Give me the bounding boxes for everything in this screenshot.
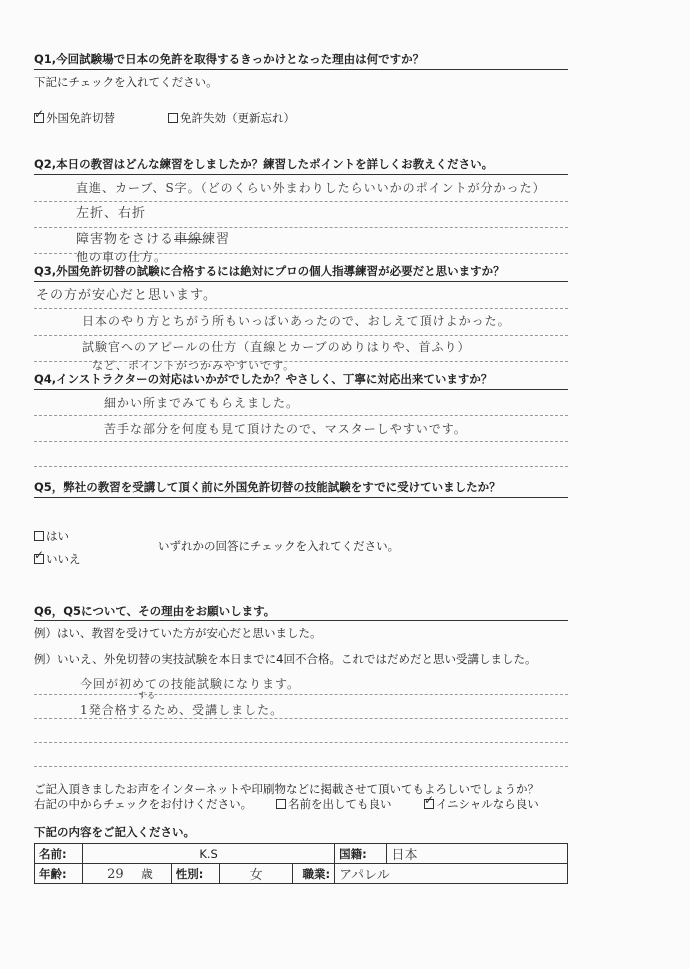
q4-question: Q4,インストラクターの対応はいかがでしたか？やさしく、丁寧に対応出来ていますか？ bbox=[34, 372, 493, 386]
q3-answer-2: 日本のやり方とちがう所もいっぱいあったので、おしえて頂けよかった。 bbox=[82, 314, 511, 328]
checkbox[interactable] bbox=[34, 548, 45, 564]
q6-example-yes: 例）はい、教習を受けていた方が安心だと思いました。 bbox=[34, 626, 322, 640]
age-field[interactable] bbox=[83, 864, 172, 884]
q3-question: Q3,外国免許切替の試験に合格するには絶対にプロの個人指導練習が必要だと思いますか？ bbox=[34, 264, 505, 278]
option-label: 免許失効（更新忘れ） bbox=[180, 111, 295, 125]
q5-instruction: いずれかの回答にチェックを入れてください。 bbox=[158, 539, 400, 553]
q1-instruction: 下記にチェックを入れてください。 bbox=[34, 75, 218, 89]
checkbox[interactable] bbox=[34, 107, 45, 123]
answer-line bbox=[34, 441, 568, 442]
q6-rule bbox=[34, 620, 568, 621]
q2-answer-2: 左折、右折 bbox=[76, 206, 147, 221]
answer-line bbox=[34, 227, 568, 228]
q1-question: Q1,今回試験場で日本の免許を取得するきっかけとなった理由は何ですか？ bbox=[34, 52, 425, 66]
q2-rule bbox=[34, 174, 568, 175]
checkbox[interactable] bbox=[168, 113, 178, 123]
consent-option-initials[interactable] bbox=[424, 793, 539, 811]
q5-question: Q5，弊社の教習を受講して頂く前に外国免許切替の技能試験をすでに受けていましたか？ bbox=[34, 480, 501, 494]
gender-label: 性別: bbox=[171, 864, 219, 884]
answer-line bbox=[34, 766, 568, 767]
q2-answer-1: 直進、カーブ、S字。（どのくらい外まわりしたらいいかのポイントが分かった） bbox=[76, 181, 546, 195]
job-field[interactable]: アパレル bbox=[335, 864, 568, 884]
age-label: 年齢: bbox=[35, 864, 83, 884]
q3-answer-3: 試験官へのアピールの仕方（直線とカーブのめりはりや、首ふり） bbox=[82, 340, 471, 354]
age-value: 29 bbox=[107, 866, 124, 882]
q3-answer-1: その方が安心だと思います。 bbox=[36, 288, 217, 303]
name-field[interactable]: K.S bbox=[83, 844, 335, 864]
q3-answer-4: など、ポイントがつかみやすいです。 bbox=[92, 359, 296, 372]
personal-info-table bbox=[34, 843, 568, 884]
job-label: 職業: bbox=[293, 864, 335, 884]
check-mark-icon: ✓ bbox=[34, 548, 45, 562]
option-label: いいえ bbox=[46, 552, 81, 566]
option-label: 外国免許切替 bbox=[46, 111, 115, 125]
option-label: 名前を出しても良い bbox=[288, 797, 392, 811]
q6-answer-2: 1発合格するため、受講しました。 bbox=[80, 703, 284, 717]
option-label: はい bbox=[46, 529, 69, 543]
q1-option-license-expired[interactable] bbox=[168, 113, 295, 125]
q6-answer-insert: する bbox=[138, 691, 156, 700]
answer-text: 練習 bbox=[202, 232, 231, 247]
q2-answer-3 bbox=[76, 233, 230, 246]
q4-answer-1: 細かい所までみてもらえました。 bbox=[104, 396, 300, 410]
option-label: イニシャルなら良い bbox=[436, 797, 539, 811]
gender-field[interactable]: 女 bbox=[219, 864, 293, 884]
form-heading: 下記の内容をご記入ください。 bbox=[34, 825, 195, 839]
answer-line bbox=[34, 742, 568, 743]
q5-option-yes[interactable] bbox=[34, 531, 69, 543]
q2-answer-4: 他の車の仕方。 bbox=[76, 250, 168, 264]
answer-line bbox=[34, 694, 568, 695]
check-mark-icon: ✓ bbox=[424, 793, 435, 807]
nationality-field[interactable]: 日本 bbox=[387, 844, 568, 864]
age-unit: 歳 bbox=[141, 866, 153, 881]
nationality-label: 国籍: bbox=[335, 844, 387, 864]
name-label: 名前: bbox=[35, 844, 83, 864]
q5-rule bbox=[34, 497, 568, 498]
q4-rule bbox=[34, 389, 568, 390]
q6-example-no: 例）いいえ、外免切替の実技試験を本日までに4回不合格。これではだめだと思い受講しました。 bbox=[34, 652, 537, 666]
q6-question: Q6，Q5について、その理由をお願いします。 bbox=[34, 604, 276, 618]
answer-line bbox=[34, 415, 568, 416]
answer-text: 障害物をさける bbox=[76, 232, 175, 247]
answer-line bbox=[34, 308, 568, 309]
q5-option-no[interactable] bbox=[34, 548, 81, 566]
consent-instruction: 右記の中からチェックをお付けください。 bbox=[34, 797, 253, 811]
checkbox[interactable] bbox=[424, 793, 435, 809]
answer-line bbox=[34, 335, 568, 336]
consent-option-full-name[interactable] bbox=[276, 799, 392, 811]
answer-line bbox=[34, 718, 568, 719]
check-mark-icon: ✓ bbox=[34, 107, 45, 121]
table-row bbox=[35, 844, 568, 864]
q6-answer-1: 今回が初めての技能試験になります。 bbox=[80, 677, 301, 691]
answer-line bbox=[34, 466, 568, 467]
q2-question: Q2,本日の教習はどんな練習をしましたか？練習したポイントを詳しくお教えください。 bbox=[34, 157, 494, 171]
answer-line bbox=[34, 201, 568, 202]
checkbox[interactable] bbox=[34, 531, 44, 541]
checkbox[interactable] bbox=[276, 799, 286, 809]
struck-text: 車線 bbox=[174, 232, 203, 247]
q4-answer-2: 苦手な部分を何度も見て頂けたので、マスターしやすいです。 bbox=[104, 422, 467, 436]
consent-question: ご記入頂きましたお声をインターネットや印刷物などに掲載させて頂いてもよろしいでしょうか？ bbox=[34, 782, 539, 796]
q1-option-foreign-license[interactable] bbox=[34, 107, 115, 125]
q1-rule bbox=[34, 69, 568, 70]
table-row bbox=[35, 864, 568, 884]
q3-rule bbox=[34, 281, 568, 282]
